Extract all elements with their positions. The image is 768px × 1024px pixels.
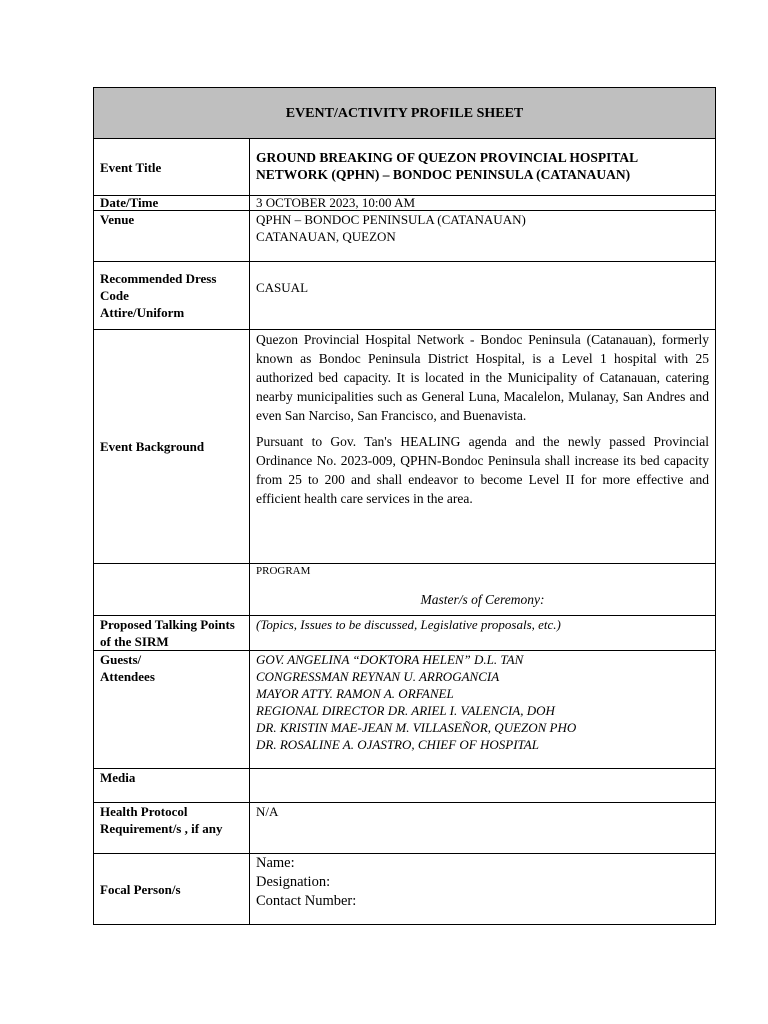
dress-code-label: [94, 262, 250, 330]
event-title-line-1: GROUND BREAKING OF QUEZON PROVINCIAL HOSPITAL: [256, 150, 639, 165]
guests-label-line-2: Attendees: [100, 669, 155, 684]
media-label: Media: [94, 769, 250, 803]
sheet-title: EVENT/ACTIVITY PROFILE SHEET: [94, 88, 716, 139]
master-of-ceremony: Master/s of Ceremony:: [420, 592, 545, 607]
background-paragraph-1: Quezon Provincial Hospital Network - Bondoc Peninsula (Catanauan), formerly known as Bondoc Peninsula District Hospital, is a Level 1 hospital with 25 authorized bed capacity. It is located in the Municipality of Catanauan, catering nearby municipalities such as General Luna, Macalelon, Mulanay, San Andres and even San Narciso, San Francisco, and Buenavista.: [256, 332, 710, 423]
background-paragraph-2: Pursuant to Gov. Tan's HEALING agenda and the newly passed Provincial Ordinance No. 2023-009, QPHN-Bondoc Peninsula shall increase its bed capacity from 25 to 200 and shall endeavor to become Level II for more effective and efficient health care services in the area.: [256, 434, 710, 506]
profile-sheet-table: [93, 87, 716, 925]
guests-label-line-1: Guests/: [100, 652, 142, 667]
health-protocol-label: Health Protocol Requirement/s , if any: [94, 803, 250, 854]
media-value: [250, 769, 716, 803]
venue-value: [250, 211, 716, 262]
guest-item: GOV. ANGELINA “DOKTORA HELEN” D.L. TAN: [256, 652, 524, 667]
program-label-empty: [94, 564, 250, 616]
dress-code-label-line-2: Attire/Uniform: [100, 305, 185, 320]
event-title-label: Event Title: [94, 139, 250, 196]
event-background-label: Event Background: [94, 330, 250, 564]
health-protocol-value: N/A: [250, 803, 716, 854]
venue-label: Venue: [94, 211, 250, 262]
guest-item: DR. ROSALINE A. OJASTRO, CHIEF OF HOSPITAL: [256, 737, 539, 752]
event-title-value: [250, 139, 716, 196]
focal-contact: Contact Number:: [256, 893, 357, 909]
talking-points-label: Proposed Talking Points of the SIRM: [94, 616, 250, 651]
date-time-value: 3 OCTOBER 2023, 10:00 AM: [250, 196, 716, 211]
guest-item: MAYOR ATTY. RAMON A. ORFANEL: [256, 686, 454, 701]
venue-line-1: QPHN – BONDOC PENINSULA (CATANAUAN): [256, 212, 526, 227]
dress-code-label-line-1: Recommended Dress Code: [100, 271, 217, 303]
guest-item: DR. KRISTIN MAE-JEAN M. VILLASEÑOR, QUEZON PHO: [256, 720, 577, 735]
event-background-value: [250, 330, 716, 564]
program-cell: [250, 564, 716, 616]
venue-line-2: CATANAUAN, QUEZON: [256, 229, 396, 244]
focal-designation: Designation:: [256, 874, 331, 890]
guests-label: [94, 651, 250, 769]
program-label: PROGRAM: [256, 565, 311, 577]
event-title-line-2: NETWORK (QPHN) – BONDOC PENINSULA (CATANAUAN): [256, 167, 631, 182]
focal-person-label: Focal Person/s: [94, 854, 250, 925]
talking-points-value: (Topics, Issues to be discussed, Legislative proposals, etc.): [250, 616, 716, 651]
guest-item: CONGRESSMAN REYNAN U. ARROGANCIA: [256, 669, 500, 684]
focal-name: Name:: [256, 855, 295, 871]
guests-list: [250, 651, 716, 769]
date-time-label: Date/Time: [94, 196, 250, 211]
focal-person-value: [250, 854, 716, 925]
guest-item: REGIONAL DIRECTOR DR. ARIEL I. VALENCIA, DOH: [256, 703, 555, 718]
dress-code-value: CASUAL: [250, 262, 716, 330]
